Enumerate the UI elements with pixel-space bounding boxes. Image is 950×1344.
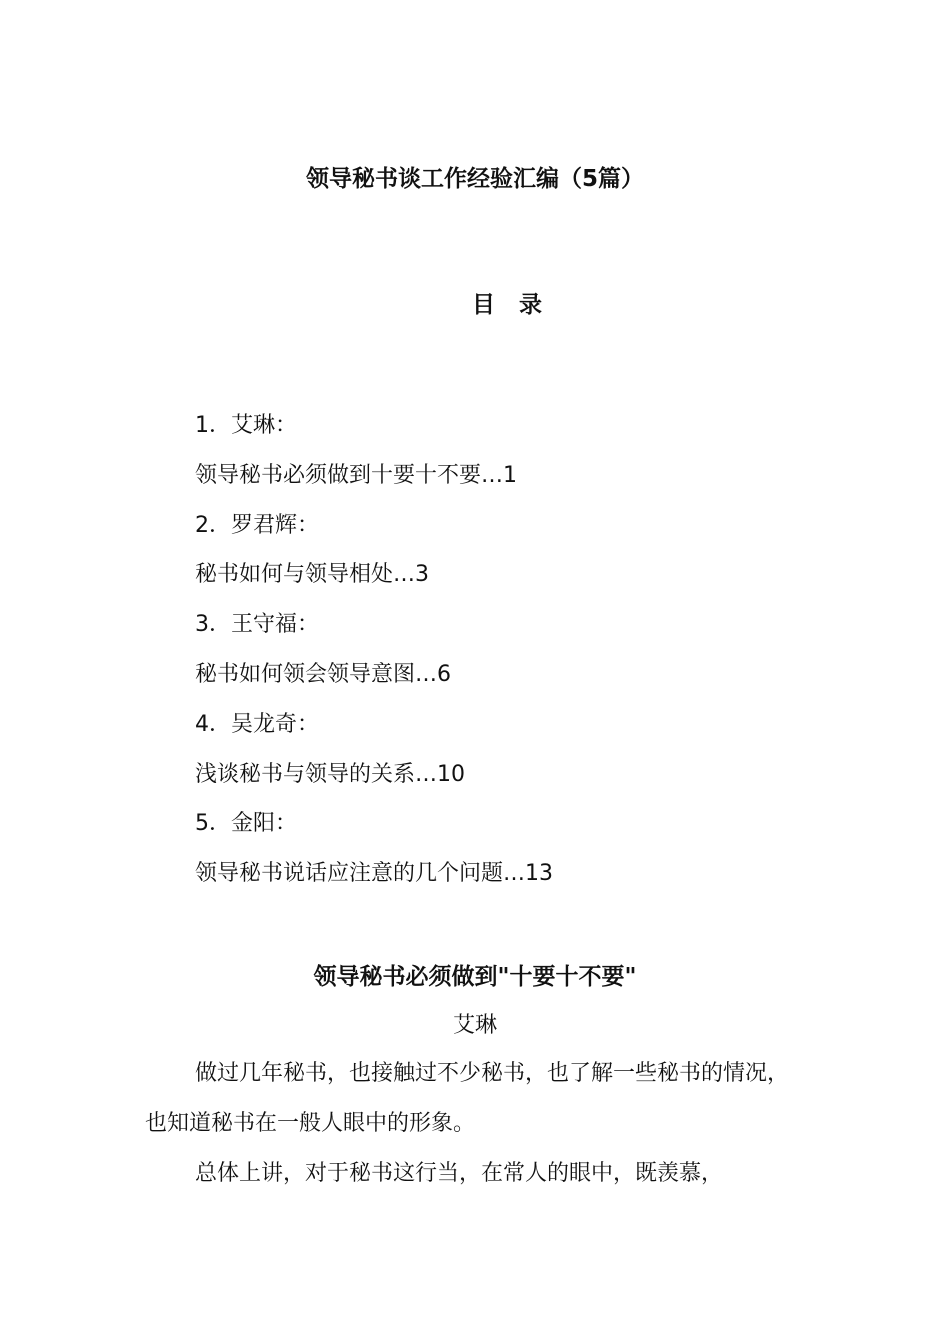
toc-entry-2: 秘书如何与领导相处…3: [195, 562, 429, 588]
toc-author-4: 4．吴龙奇：: [195, 711, 319, 737]
article-title: 领导秘书必须做到"十要十不要": [313, 964, 637, 990]
article-author: 艾琳: [452, 1013, 497, 1038]
toc-author-1: 1．艾琳：: [195, 413, 297, 438]
toc-entry-4: 浅谈秘书与领导的关系…10: [195, 761, 465, 787]
article-paragraph: 做过几年秘书，也接触过不少秘书，也了解一些秘书的情况，也知道秘书在一般人眼中的形象。: [145, 1061, 790, 1136]
toc-author-5: 5．金阳：: [195, 811, 297, 837]
table-of-contents: [195, 408, 835, 906]
toc-entry-5: 领导秘书说话应注意的几个问题…13: [195, 861, 553, 887]
toc-entry-3: 秘书如何领会领导意图…6: [195, 661, 451, 687]
toc-entry-1: 领导秘书必须做到十要十不要…1: [195, 462, 517, 488]
toc-author-3: 3．王守福：: [195, 612, 319, 638]
toc-author-2: 2．罗君辉：: [195, 512, 319, 538]
toc-heading: 目 录: [472, 292, 551, 318]
document-title: 领导秘书谈工作经验汇编（5篇）: [305, 166, 644, 192]
article-paragraph: 总体上讲，对于秘书这行当，在常人的眼中，既羡慕，: [195, 1161, 724, 1186]
